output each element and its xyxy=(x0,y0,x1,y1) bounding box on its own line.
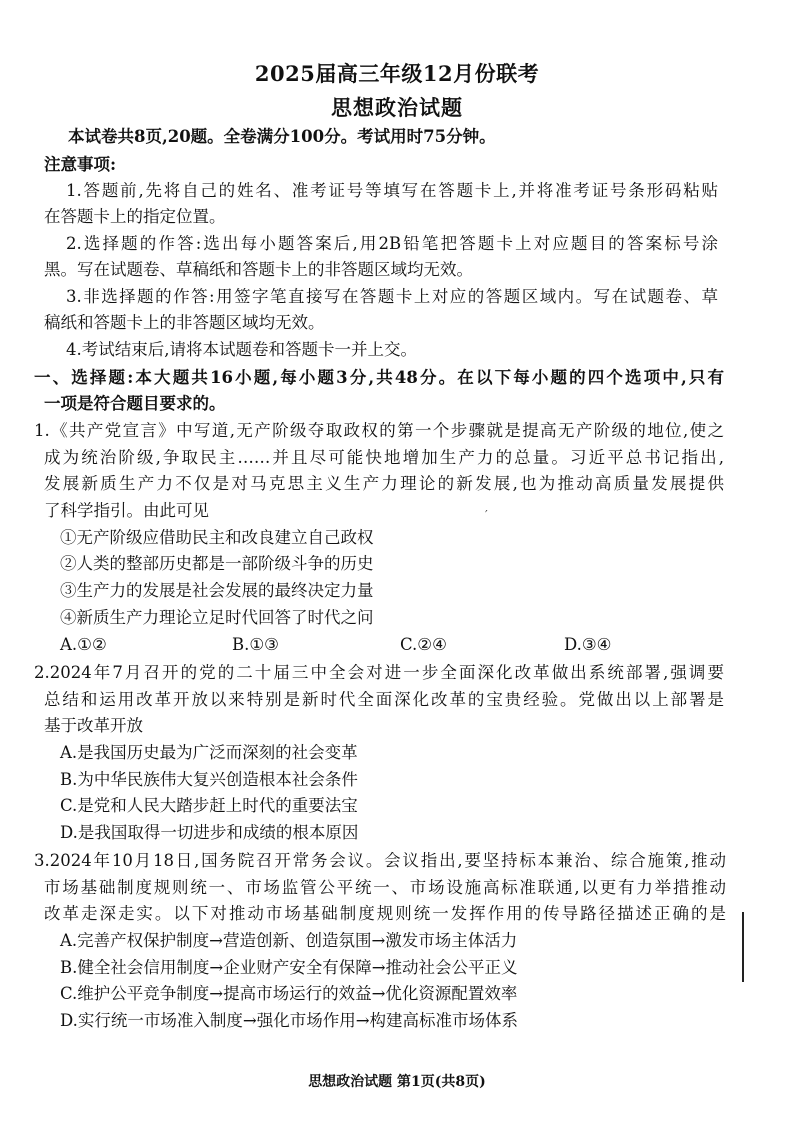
q2-stem: 基于改革开放 xyxy=(44,716,143,735)
q3-stem: 3.2024年10月18日,国务院召开常务会议。会议指出,要坚持标本兼治、综合施策,推动 xyxy=(34,851,726,870)
q3-stem: 改革走深走实。以下对推动市场基础制度规则统一发挥作用的传导路径描述正确的是 xyxy=(44,904,726,923)
notice-line: 3.非选择题的作答:用签字笔直接写在答题卡上对应的答题区域内。写在试题卷、草 xyxy=(66,287,718,306)
q1-item: ②人类的整部历史都是一部阶级斗争的历史 xyxy=(60,554,374,573)
margin-line xyxy=(742,912,744,982)
q2-option-a: A.是我国历史最为广泛而深刻的社会变革 xyxy=(60,743,358,762)
q1-stem: 了科学指引。由此可见 xyxy=(44,501,209,520)
q1-stem: 成为统治阶级,争取民主……并且尽可能快地增加生产力的总量。习近平总书记指出, xyxy=(44,448,724,467)
q2-option-c: C.是党和人民大踏步赶上时代的重要法宝 xyxy=(60,796,358,815)
q1-option-d: D.③④ xyxy=(564,635,612,654)
q1-stem: 1.《共产党宣言》中写道,无产阶级夺取政权的第一个步骤就是提高无产阶级的地位,使之 xyxy=(34,421,724,440)
notice-line: 2.选择题的作答:选出每小题答案后,用2B铅笔把答题卡上对应题目的答案标号涂 xyxy=(66,234,718,253)
exam-info: 本试卷共8页,20题。全卷满分100分。考试用时75分钟。 xyxy=(68,127,496,146)
notice-line: 4.考试结束后,请将本试题卷和答题卡一并上交。 xyxy=(66,340,417,359)
section-heading-cont: 一项是符合题目要求的。 xyxy=(44,394,226,413)
section-heading: 一、选择题:本大题共16小题,每小题3分,共48分。在以下每小题的四个选项中,只有 xyxy=(34,368,724,387)
q2-stem: 总结和运用改革开放以来特别是新时代全面深化改革的宝贵经验。党做出以上部署是 xyxy=(44,690,724,709)
notice-heading: 注意事项: xyxy=(44,155,117,174)
q1-option-a: A.①② xyxy=(60,635,107,654)
q3-option-c: C.维护公平竞争制度→提高市场运行的效益→优化资源配置效率 xyxy=(60,984,518,1003)
exam-title: 2025届高三年级12月份联考 xyxy=(254,61,540,86)
subject-title: 思想政治试题 xyxy=(331,95,463,120)
q2-stem: 2.2024年7月召开的党的二十届三中全会对进一步全面深化改革做出系统部署,强调要 xyxy=(34,663,724,682)
q1-option-b: B.①③ xyxy=(232,635,279,654)
notice-line: 稿纸和答题卡上的非答题区域均无效。 xyxy=(44,313,325,332)
q3-option-d: D.实行统一市场准入制度→强化市场作用→构建高标准市场体系 xyxy=(60,1011,519,1030)
q2-option-b: B.为中华民族伟大复兴创造根本社会条件 xyxy=(60,770,358,789)
q3-option-a: A.完善产权保护制度→营造创新、创造氛围→激发市场主体活力 xyxy=(60,931,518,950)
q1-item: ①无产阶级应借助民主和改良建立自己政权 xyxy=(60,528,374,547)
notice-line: 1.答题前,先将自己的姓名、准考证号等填写在答题卡上,并将准考证号条形码粘贴 xyxy=(66,181,718,200)
q1-option-c: C.②④ xyxy=(400,635,447,654)
q2-option-d: D.是我国取得一切进步和成绩的根本原因 xyxy=(60,823,359,842)
notice-line: 在答题卡上的指定位置。 xyxy=(44,207,226,226)
q1-stem: 发展新质生产力不仅是对马克思主义生产力理论的新发展,也为推动高质量发展提供 xyxy=(44,474,724,493)
stray-mark: ′ xyxy=(485,508,488,522)
q3-option-b: B.健全社会信用制度→企业财产安全有保障→推动社会公平正义 xyxy=(60,958,518,977)
page-footer: 思想政治试题 第1页(共8页) xyxy=(308,1074,486,1090)
notice-line: 黑。写在试题卷、草稿纸和答题卡上的非答题区域均无效。 xyxy=(44,260,473,279)
q1-item: ④新质生产力理论立足时代回答了时代之问 xyxy=(60,608,374,627)
q1-item: ③生产力的发展是社会发展的最终决定力量 xyxy=(60,581,374,600)
q3-stem: 市场基础制度规则统一、市场监管公平统一、市场设施高标准联通,以更有力举措推动 xyxy=(44,878,726,897)
